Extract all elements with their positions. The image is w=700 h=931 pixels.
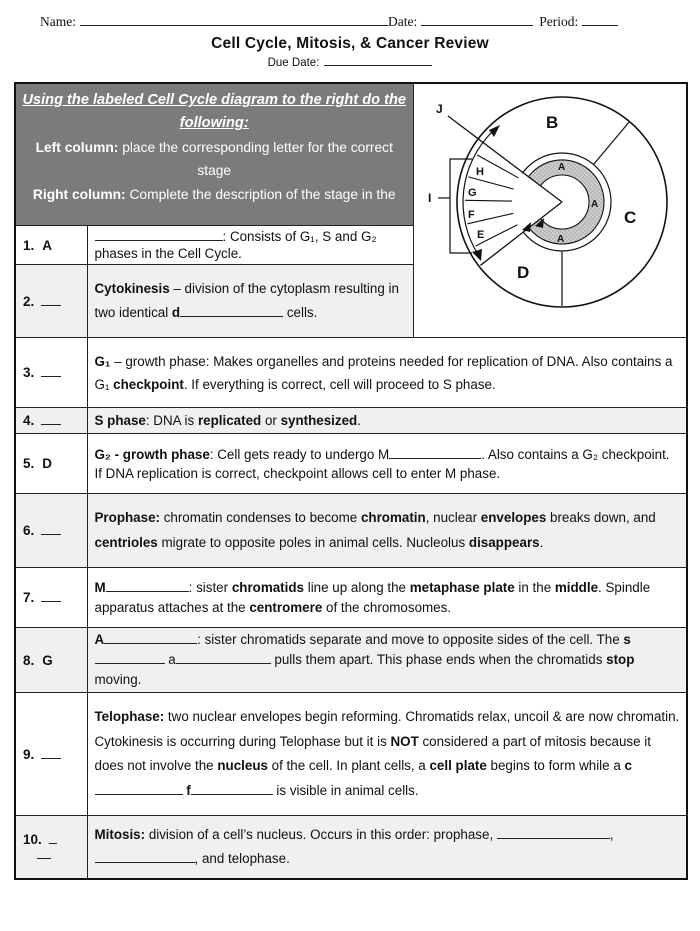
text-segment: moving. <box>94 672 142 688</box>
text-segment: middle <box>554 580 599 596</box>
description-cell <box>87 816 687 879</box>
text-segment: breaks down, and <box>546 510 656 526</box>
description-cell <box>87 568 687 628</box>
text-segment: . If everything is correct, cell will proceed to S phase. <box>183 376 496 392</box>
text-segment: Telophase: <box>94 709 165 725</box>
text-segment: . <box>357 412 361 428</box>
text-segment: two nuclear envelopes begin reforming. Chromatids relax, uncoil & are now chromatin. Cytokinesis is occurring during Telophase but it is <box>94 709 680 749</box>
row-number: 10. <box>23 832 42 848</box>
text-segment: division of a cell’s nucleus. Occurs in this order: prophase, <box>145 827 497 843</box>
text-segment: envelopes <box>480 510 547 526</box>
table-row <box>15 338 687 408</box>
answer-blank <box>41 524 61 536</box>
text-segment: nucleus <box>217 758 268 774</box>
name-blank <box>80 14 388 26</box>
table-row <box>15 408 687 434</box>
text-segment: Prophase: <box>94 510 160 526</box>
text-segment: , and telophase. <box>194 851 290 867</box>
answer-letter: A <box>42 237 53 253</box>
table-row <box>15 693 687 816</box>
diagram-label-H: H <box>475 166 484 179</box>
table-row <box>15 568 687 628</box>
page-title: Cell Cycle, Mitosis, & Cancer Review <box>211 35 489 53</box>
text-segment: chromatin <box>360 510 426 526</box>
diagram-label-I: I <box>427 191 431 206</box>
instructions-left-column <box>22 136 407 182</box>
text-segment: Left column: <box>35 140 119 156</box>
cell-cycle-diagram <box>413 83 687 338</box>
row-number: 1. <box>23 237 35 253</box>
text-segment: Using the labeled Cell Cycle diagram to the right do the following: <box>22 92 407 132</box>
due-date-blank <box>324 56 432 66</box>
text-segment: – division of the cytoplasm resulting in two identical <box>94 281 399 321</box>
answer-cell <box>15 628 87 693</box>
answer-blank <box>49 832 57 844</box>
text-segment: : DNA is <box>145 412 198 428</box>
fill-in-blank <box>389 447 481 459</box>
text-segment: chromatin condenses to become <box>159 510 361 526</box>
diagram-label-E: E <box>476 229 484 242</box>
row-number: 8. <box>23 652 35 668</box>
fill-in-blank <box>95 229 223 241</box>
text-segment: , nuclear <box>425 510 481 526</box>
text-segment: disappears <box>468 534 540 550</box>
text-segment: of the chromosomes. <box>322 599 452 615</box>
description-cell <box>87 265 413 338</box>
text-segment: cells. <box>283 305 318 321</box>
text-segment: place the corresponding letter for the correct stage <box>118 140 393 179</box>
due-date-line <box>0 56 700 69</box>
text-segment: is visible in animal cells. <box>272 782 419 798</box>
answer-letter: D <box>42 456 53 472</box>
answer-cell <box>15 225 87 265</box>
text-segment: replicated <box>197 412 262 428</box>
text-segment: . <box>539 534 544 550</box>
name-label: Name: <box>40 14 76 30</box>
description-cell <box>87 494 687 568</box>
text-segment: . Also contains a G₂ checkpoint. If DNA replication is correct, checkpoint allows cell to enter M phase. <box>94 446 670 481</box>
description-cell <box>87 434 687 494</box>
fill-in-blank <box>95 783 183 795</box>
diagram-label-C: C <box>623 208 636 228</box>
text-segment: M <box>94 580 106 596</box>
date-label: Date: <box>388 14 418 30</box>
answer-cell <box>15 265 87 338</box>
answer-cell <box>15 816 87 879</box>
text-segment: Cytokinesis <box>94 281 170 297</box>
text-segment: c <box>624 758 632 774</box>
text-segment: centrioles <box>94 534 158 550</box>
description-cell <box>87 338 687 408</box>
text-segment: or <box>261 412 281 428</box>
text-segment: centromere <box>249 599 323 615</box>
row-number: 2. <box>23 293 35 309</box>
answer-cell <box>15 434 87 494</box>
fill-in-blank <box>95 851 195 863</box>
ring-label-A-top: A <box>557 162 565 174</box>
answer-blank <box>41 414 61 426</box>
page-header <box>0 0 700 69</box>
answer-cell <box>15 693 87 816</box>
text-segment: : Cell gets ready to undergo M <box>209 446 390 462</box>
diagram-label-D: D <box>516 263 529 283</box>
text-segment: S phase <box>94 412 146 428</box>
text-segment: metaphase plate <box>409 580 515 596</box>
answer-cell <box>15 338 87 408</box>
text-segment: begins to form while a <box>486 758 625 774</box>
instructions-row <box>15 83 687 225</box>
description-cell <box>87 693 687 816</box>
period-label: Period: <box>539 14 579 30</box>
text-segment: G₂ - growth phase <box>94 446 210 462</box>
answer-blank <box>41 747 61 759</box>
cell-cycle-diagram-svg <box>414 84 685 332</box>
table-row <box>15 816 687 879</box>
text-segment: cell plate <box>429 758 487 774</box>
worksheet-table <box>14 82 688 880</box>
table-row <box>15 494 687 568</box>
text-segment: checkpoint <box>113 376 184 392</box>
row-number: 4. <box>23 413 35 429</box>
row-number: 5. <box>23 456 35 472</box>
row-number: 9. <box>23 746 35 762</box>
description-cell <box>87 408 687 434</box>
table-row <box>15 628 687 693</box>
table-row <box>15 434 687 494</box>
answer-cell <box>15 408 87 434</box>
row-number: 6. <box>23 523 35 539</box>
answer-cell <box>15 494 87 568</box>
text-segment: stop <box>606 652 635 668</box>
answer-cell <box>15 568 87 628</box>
text-segment: : sister <box>188 580 232 596</box>
text-segment: pulls them apart. This phase ends when the chromatids <box>270 652 607 668</box>
due-date-label: Due Date: <box>267 57 320 70</box>
row-number: 7. <box>23 590 35 606</box>
text-segment: in the <box>514 580 555 596</box>
text-segment: Right column: <box>32 187 126 203</box>
period-blank <box>582 14 618 26</box>
text-segment: s <box>623 632 631 648</box>
fill-in-blank <box>191 783 273 795</box>
fill-in-blank <box>106 581 189 593</box>
text-segment: migrate to opposite poles in animal cells. Nucleolus <box>157 534 469 550</box>
text-segment: f <box>186 782 191 798</box>
answer-letter: G <box>42 652 53 668</box>
description-cell <box>87 628 687 693</box>
text-segment: Complete the description of the stage in the <box>125 187 396 203</box>
text-segment: NOT <box>390 733 419 749</box>
text-segment: A <box>94 632 105 648</box>
ring-label-A-bottom: A <box>556 234 564 246</box>
diagram-label-G: G <box>467 187 477 200</box>
text-segment: considered a part of mitosis because it does not involve the <box>94 733 651 774</box>
text-segment: : sister chromatids separate and move to opposite sides of the cell. The <box>197 632 624 648</box>
instructions-cell <box>15 83 413 225</box>
description-cell <box>87 225 413 265</box>
text-segment: d <box>171 305 181 321</box>
text-segment: G₁ <box>94 353 111 369</box>
answer-blank <box>41 294 61 306</box>
text-segment: of the cell. In plant cells, a <box>267 758 430 774</box>
name-date-period-line <box>0 14 700 30</box>
text-segment: chromatids <box>231 580 304 596</box>
ring-label-A-right: A <box>590 199 598 211</box>
text-segment: Mitosis: <box>94 827 146 843</box>
fill-in-blank <box>497 827 610 839</box>
fill-in-blank <box>104 633 197 645</box>
text-segment: synthesized <box>280 412 358 428</box>
answer-blank <box>41 591 61 603</box>
fill-in-blank <box>180 305 283 317</box>
answer-blank <box>41 366 61 378</box>
text-segment: line up along the <box>304 580 410 596</box>
diagram-label-F: F <box>467 209 475 222</box>
instructions-heading <box>22 89 407 135</box>
row-number: 3. <box>23 365 35 381</box>
text-segment: , <box>609 827 614 843</box>
text-segment: a <box>164 652 176 668</box>
text-segment: . Spindle apparatus attaches at the <box>94 580 651 615</box>
text-segment: – growth phase: Makes organelles and proteins needed for replication of DNA. Also contains a G₁ <box>94 353 673 392</box>
date-blank <box>421 14 533 26</box>
text-segment: : Consists of G₁, S and G₂ phases in the Cell Cycle. <box>94 229 377 262</box>
answer-blank <box>37 847 51 859</box>
fill-in-blank <box>95 653 165 665</box>
diagram-label-B: B <box>545 113 558 133</box>
diagram-label-J: J <box>435 102 443 117</box>
fill-in-blank <box>176 653 271 665</box>
instructions-right-column <box>22 183 407 206</box>
